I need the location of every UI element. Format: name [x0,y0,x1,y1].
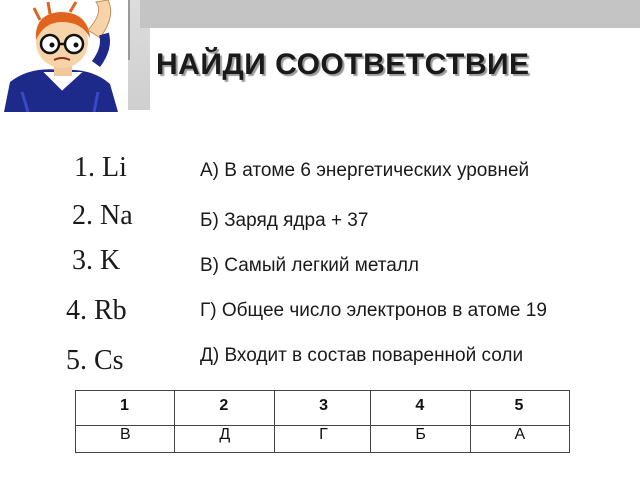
answer-table-numbers-row [76,391,570,426]
thinking-student-icon [0,0,128,112]
element-k: 3. K [72,245,121,276]
statement-v: В) Самый легкий металл [200,255,420,276]
answer-number-cell: 1 [76,391,175,426]
answer-letter-cell: Д [175,426,275,453]
answer-number-cell: 3 [275,391,371,426]
page-title: НАЙДИ СООТВЕТСТВИЕ [156,48,530,81]
statement-g: Г) Общее число электронов в атоме 19 [200,300,547,321]
element-cs: 5. Cs [66,345,124,376]
answer-table [75,390,570,453]
element-li: 1. Li [74,152,127,183]
answer-letter-cell: Г [275,426,371,453]
answer-letter-cell: В [76,426,175,453]
element-na: 2. Na [72,200,133,231]
answer-number-cell: 2 [175,391,275,426]
statement-d: Д) Входит в состав поваренной соли [200,345,524,366]
statement-a: А) В атоме 6 энергетических уровней [200,160,530,181]
element-rb: 4. Rb [66,295,127,326]
header-bar [140,0,640,28]
answer-table-letters-row [76,426,570,453]
statement-b: Б) Заряд ядра + 37 [200,210,369,231]
answer-number-cell: 4 [371,391,470,426]
answer-letter-cell: А [470,426,569,453]
answer-letter-cell: Б [371,426,470,453]
answer-number-cell: 5 [470,391,569,426]
